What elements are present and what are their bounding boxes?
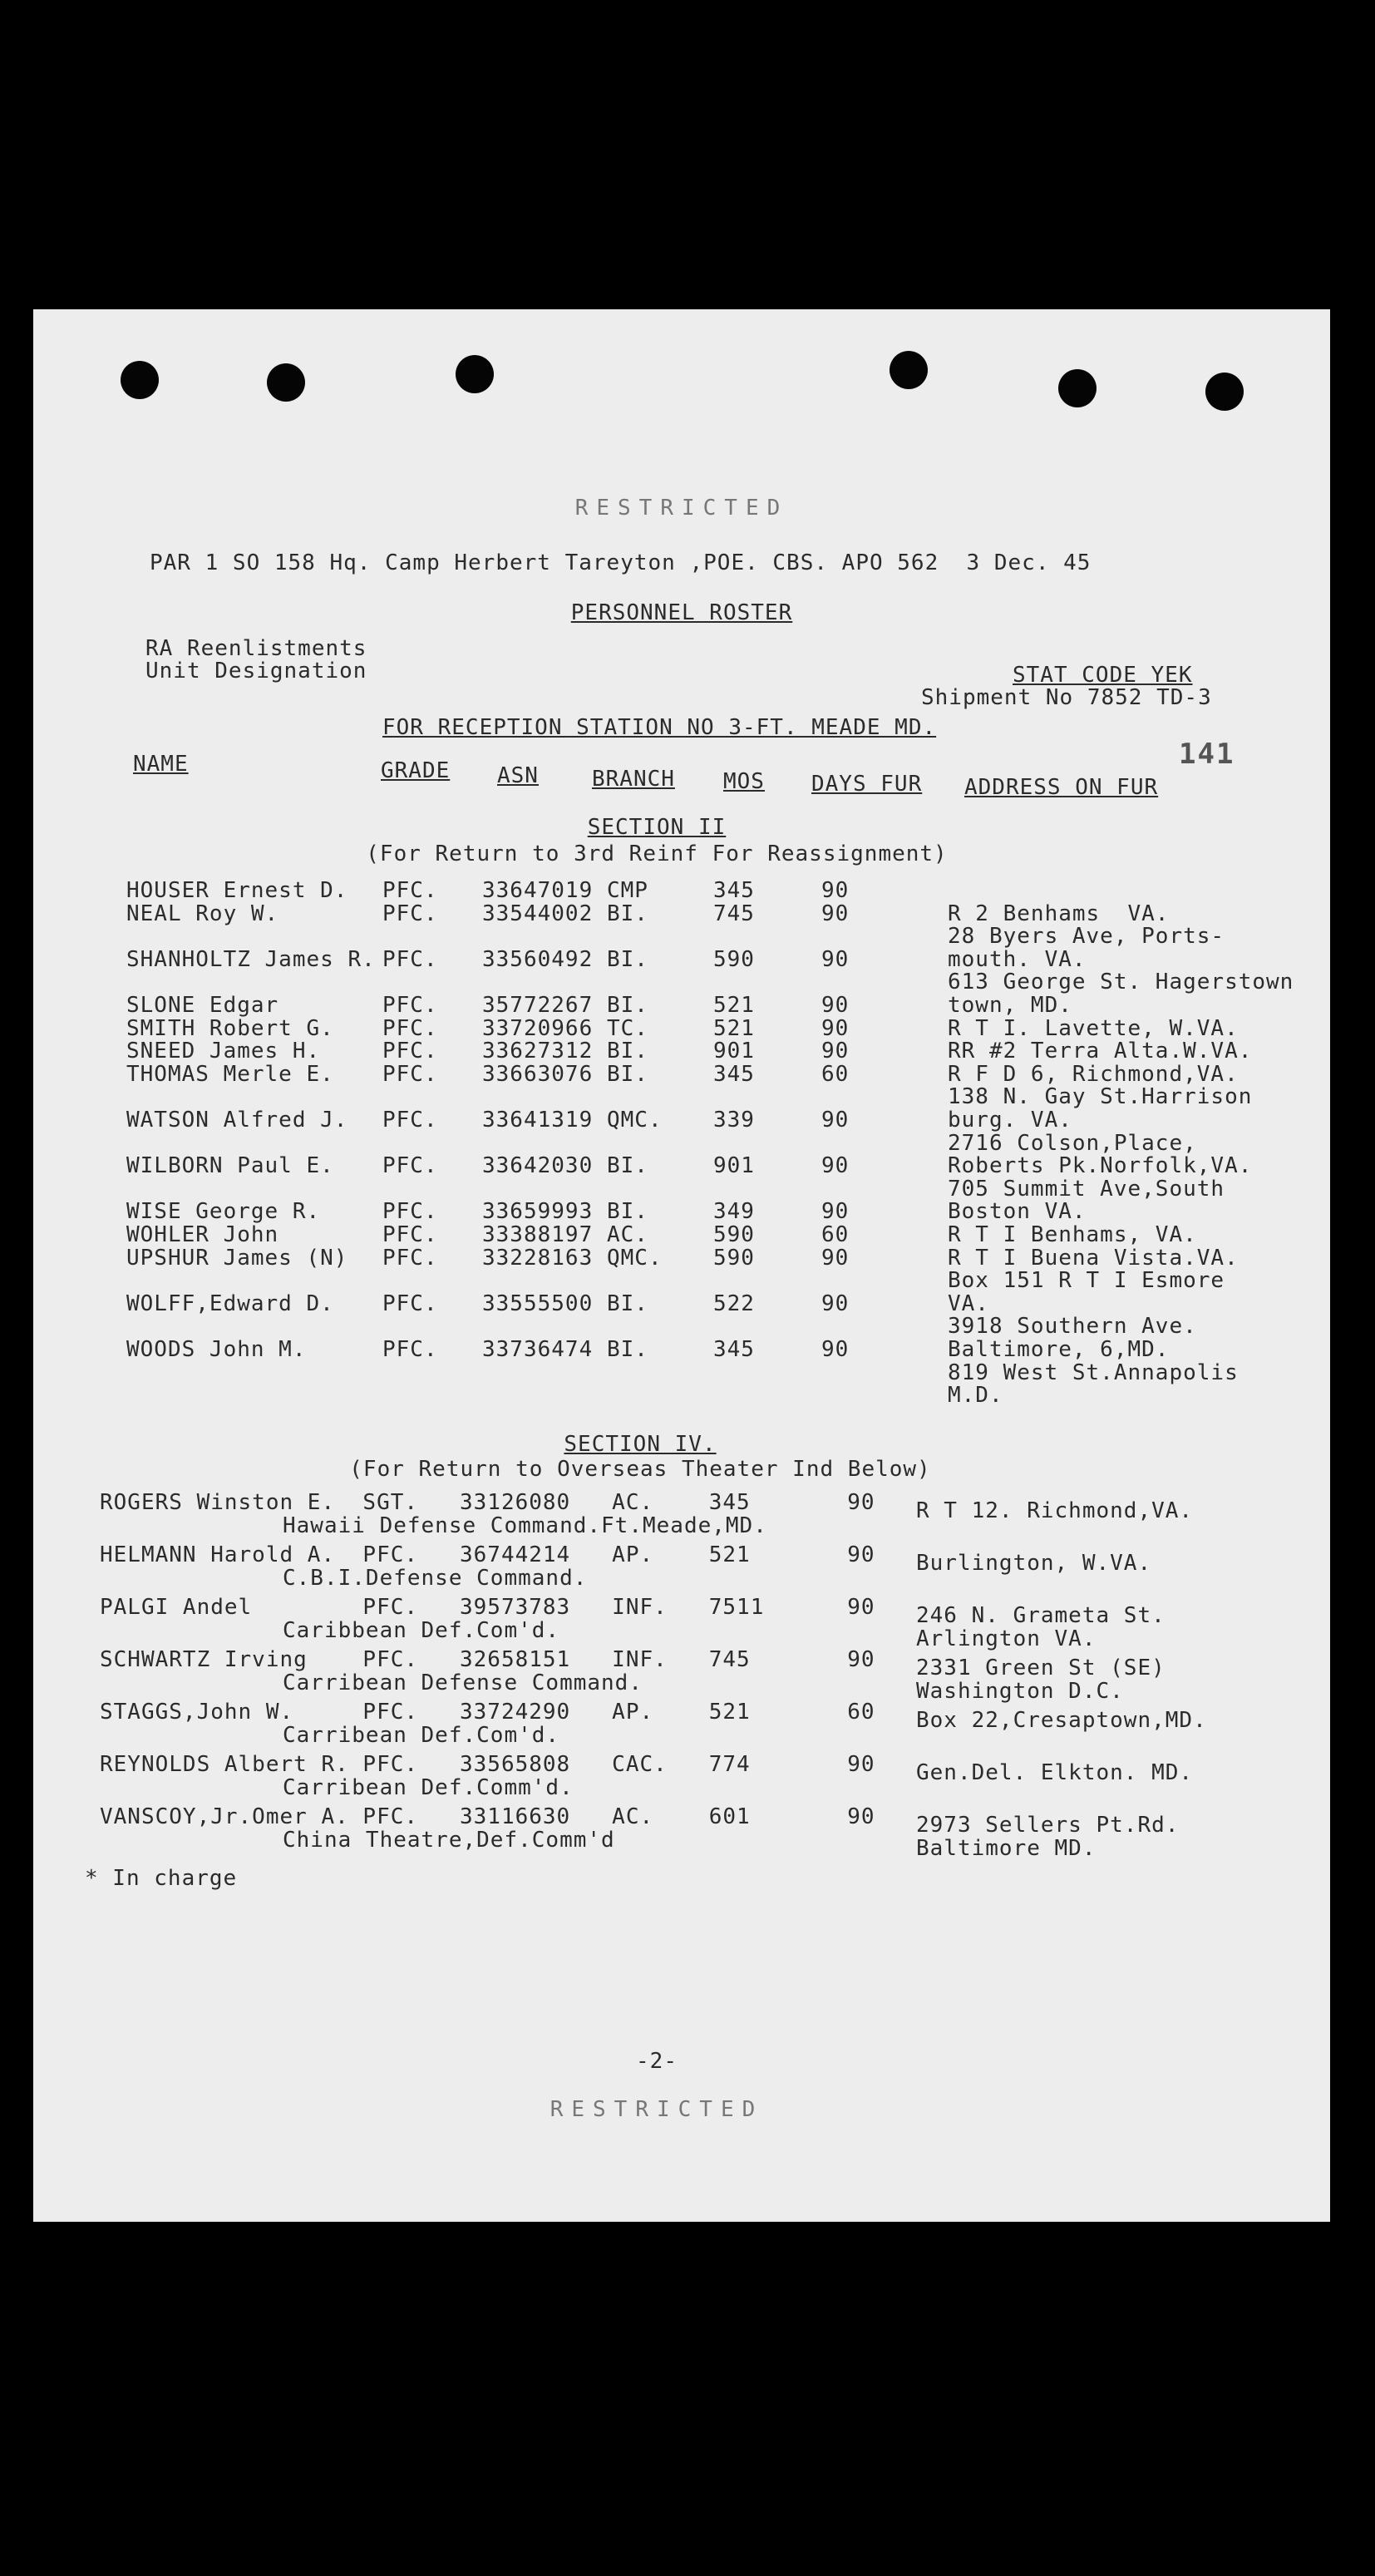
roster-addr-cell: town, MD.: [948, 993, 1072, 1018]
roster-grade-cell: PFC.: [382, 1222, 438, 1247]
unit-line-1: RA Reenlistments: [145, 636, 367, 661]
roster-mos-cell: 901: [713, 1039, 755, 1064]
roster-grade-cell: PFC.: [382, 901, 438, 926]
page-stamp: 141: [1179, 738, 1235, 771]
roster-mos-cell: 349: [713, 1199, 755, 1225]
roster-name-cell: WISE George R.: [126, 1199, 321, 1225]
roster-mos-cell: 901: [713, 1153, 755, 1179]
roster-name-cell: HOUSER Ernest D.: [126, 878, 348, 903]
punch-hole: [1205, 373, 1244, 411]
roster-name-cell: WOHLER John: [126, 1222, 279, 1247]
punch-hole: [890, 351, 928, 389]
roster-days-cell: 90: [821, 1245, 850, 1271]
col-mos: MOS: [723, 769, 765, 794]
roster-branch-cell: BI.: [607, 993, 648, 1018]
punch-hole: [1058, 369, 1097, 407]
col-name: NAME: [133, 752, 189, 777]
roster-mos-cell: 339: [713, 1108, 755, 1133]
restricted-header: RESTRICTED: [574, 496, 789, 521]
roster-name-cell: NEAL Roy W.: [126, 901, 279, 926]
roster-days-cell: 90: [821, 1108, 850, 1133]
roster-addr-cell: VA.: [948, 1290, 989, 1316]
roster-asn-cell: 33663076: [482, 1061, 594, 1087]
roster-asn-cell: 33736474: [482, 1337, 594, 1362]
overseas-roster-line: ROGERS Winston E. SGT. 33126080 AC. 345 90: [100, 1490, 875, 1515]
overseas-address-line: Arlington VA.: [916, 1626, 1097, 1651]
roster-asn-cell: 33720966: [482, 1015, 594, 1041]
overseas-command-line: Carribean Def.Com'd.: [283, 1723, 560, 1748]
punch-hole: [121, 361, 159, 399]
roster-addr-cell: M.D.: [948, 1383, 1003, 1409]
roster-grade-cell: PFC.: [382, 1337, 438, 1362]
roster-branch-cell: BI.: [607, 1290, 648, 1316]
overseas-address-line: Baltimore MD.: [916, 1836, 1097, 1861]
roster-days-cell: 90: [821, 1337, 850, 1362]
roster-mos-cell: 590: [713, 1245, 755, 1271]
roster-addr-cell: R T I Benhams, VA.: [948, 1222, 1197, 1247]
col-asn: ASN: [497, 763, 539, 788]
section-4-title: SECTION IV.: [564, 1432, 717, 1457]
roster-addr-cell: R T I. Lavette, W.VA.: [948, 1015, 1239, 1041]
roster-grade-cell: PFC.: [382, 1061, 438, 1087]
roster-addr-cell: Baltimore, 6,MD.: [948, 1337, 1170, 1362]
roster-mos-cell: 590: [713, 1222, 755, 1247]
col-days: DAYS FUR: [811, 772, 923, 797]
section-2-subtitle: (For Return to 3rd Reinf For Reassignment): [366, 841, 948, 866]
overseas-command-line: Caribbean Def.Com'd.: [283, 1618, 560, 1643]
roster-mos-cell: 590: [713, 946, 755, 972]
roster-mos-cell: 521: [713, 993, 755, 1018]
roster-addr-cell: burg. VA.: [948, 1108, 1072, 1133]
section-2-title: SECTION II: [587, 815, 727, 840]
punch-hole: [456, 355, 494, 393]
roster-mos-cell: 345: [713, 1061, 755, 1087]
overseas-address-line: Box 22,Cresaptown,MD.: [916, 1708, 1207, 1733]
roster-addr-cell: 613 George St. Hagerstown: [948, 970, 1294, 995]
unit-line-2: Unit Designation: [145, 659, 367, 683]
page-number: -2-: [636, 2049, 678, 2074]
overseas-address-line: Washington D.C.: [916, 1679, 1124, 1704]
roster-days-cell: 90: [821, 878, 850, 903]
roster-asn-cell: 35772267: [482, 993, 594, 1018]
overseas-command-line: China Theatre,Def.Comm'd: [283, 1828, 615, 1853]
roster-branch-cell: BI.: [607, 901, 648, 926]
overseas-roster-line: SCHWARTZ Irving PFC. 32658151 INF. 745 90: [100, 1647, 875, 1672]
roster-days-cell: 90: [821, 901, 850, 926]
punch-hole: [267, 363, 305, 402]
roster-name-cell: WILBORN Paul E.: [126, 1153, 334, 1179]
roster-addr-cell: 819 West St.Annapolis: [948, 1360, 1239, 1385]
roster-days-cell: 90: [821, 1199, 850, 1225]
roster-mos-cell: 345: [713, 878, 755, 903]
roster-asn-cell: 33228163: [482, 1245, 594, 1271]
overseas-roster-line: PALGI Andel PFC. 39573783 INF. 7511 90: [100, 1595, 875, 1620]
shipment-number: Shipment No 7852 TD-3: [921, 685, 1212, 710]
stat-code: STAT CODE YEK: [1013, 663, 1193, 688]
roster-addr-cell: 3918 Southern Ave.: [948, 1314, 1197, 1340]
roster-branch-cell: QMC.: [607, 1245, 663, 1271]
roster-mos-cell: 345: [713, 1337, 755, 1362]
roster-grade-cell: PFC.: [382, 1245, 438, 1271]
roster-days-cell: 90: [821, 1290, 850, 1316]
roster-branch-cell: AC.: [607, 1222, 648, 1247]
overseas-address-line: Gen.Del. Elkton. MD.: [916, 1760, 1194, 1785]
roster-branch-cell: BI.: [607, 946, 648, 972]
col-address: ADDRESS ON FUR: [964, 775, 1159, 800]
footnote: * In charge: [85, 1866, 238, 1891]
roster-name-cell: SNEED James H.: [126, 1039, 321, 1064]
overseas-roster-line: HELMANN Harold A. PFC. 36744214 AP. 521 90: [100, 1542, 875, 1567]
roster-days-cell: 90: [821, 1015, 850, 1041]
roster-asn-cell: 33642030: [482, 1153, 594, 1179]
roster-addr-cell: RR #2 Terra Alta.W.VA.: [948, 1039, 1253, 1064]
roster-branch-cell: BI.: [607, 1199, 648, 1225]
roster-days-cell: 60: [821, 1061, 850, 1087]
roster-addr-cell: 705 Summit Ave,South: [948, 1176, 1225, 1202]
roster-name-cell: WOLFF,Edward D.: [126, 1290, 334, 1316]
overseas-command-line: Carribean Def.Comm'd.: [283, 1775, 574, 1800]
roster-addr-cell: 2716 Colson,Place,: [948, 1130, 1197, 1156]
roster-name-cell: UPSHUR James (N): [126, 1245, 348, 1271]
overseas-command-line: C.B.I.Defense Command.: [283, 1566, 588, 1591]
roster-branch-cell: CMP: [607, 878, 648, 903]
roster-grade-cell: PFC.: [382, 1039, 438, 1064]
roster-grade-cell: PFC.: [382, 878, 438, 903]
roster-name-cell: THOMAS Merle E.: [126, 1061, 334, 1087]
overseas-roster-line: REYNOLDS Albert R. PFC. 33565808 CAC. 774 90: [100, 1752, 875, 1777]
roster-mos-cell: 745: [713, 901, 755, 926]
roster-asn-cell: 33560492: [482, 946, 594, 972]
roster-name-cell: WATSON Alfred J.: [126, 1108, 348, 1133]
roster-addr-cell: Box 151 R T I Esmore: [948, 1268, 1225, 1294]
roster-addr-cell: 138 N. Gay St.Harrison: [948, 1084, 1253, 1110]
roster-grade-cell: PFC.: [382, 1153, 438, 1179]
document-page: [33, 309, 1330, 2222]
roster-name-cell: WOODS John M.: [126, 1337, 307, 1362]
roster-asn-cell: 33555500: [482, 1290, 594, 1316]
roster-grade-cell: PFC.: [382, 1199, 438, 1225]
roster-days-cell: 90: [821, 1153, 850, 1179]
roster-branch-cell: TC.: [607, 1015, 648, 1041]
page-title: PERSONNEL ROSTER: [570, 600, 793, 625]
roster-addr-cell: Boston VA.: [948, 1199, 1087, 1225]
roster-name-cell: SMITH Robert G.: [126, 1015, 334, 1041]
order-line: PAR 1 SO 158 Hq. Camp Herbert Tareyton ,POE. CBS. APO 562 3 Dec. 45: [150, 550, 1092, 575]
roster-days-cell: 90: [821, 1039, 850, 1064]
col-grade: GRADE: [381, 758, 451, 783]
overseas-roster-line: VANSCOY,Jr.Omer A. PFC. 33116630 AC. 601 90: [100, 1804, 875, 1829]
roster-branch-cell: BI.: [607, 1039, 648, 1064]
col-branch: BRANCH: [592, 767, 675, 792]
roster-asn-cell: 33544002: [482, 901, 594, 926]
roster-asn-cell: 33388197: [482, 1222, 594, 1247]
roster-addr-cell: Roberts Pk.Norfolk,VA.: [948, 1153, 1253, 1179]
roster-addr-cell: R 2 Benhams VA.: [948, 901, 1170, 926]
roster-days-cell: 90: [821, 946, 850, 972]
roster-grade-cell: PFC.: [382, 993, 438, 1018]
roster-addr-cell: R F D 6, Richmond,VA.: [948, 1061, 1239, 1087]
roster-name-cell: SLONE Edgar: [126, 993, 279, 1018]
roster-grade-cell: PFC.: [382, 1290, 438, 1316]
reception-station: FOR RECEPTION STATION NO 3-FT. MEADE MD.: [382, 715, 937, 740]
roster-grade-cell: PFC.: [382, 946, 438, 972]
overseas-address-line: 2973 Sellers Pt.Rd.: [916, 1813, 1180, 1838]
roster-asn-cell: 33647019: [482, 878, 594, 903]
roster-addr-cell: mouth. VA.: [948, 946, 1087, 972]
overseas-address-line: 246 N. Grameta St.: [916, 1603, 1166, 1628]
roster-asn-cell: 33627312: [482, 1039, 594, 1064]
roster-mos-cell: 521: [713, 1015, 755, 1041]
roster-name-cell: SHANHOLTZ James R.: [126, 946, 376, 972]
overseas-command-line: Hawaii Defense Command.Ft.Meade,MD.: [283, 1513, 767, 1538]
roster-branch-cell: BI.: [607, 1061, 648, 1087]
roster-days-cell: 60: [821, 1222, 850, 1247]
section-4-subtitle: (For Return to Overseas Theater Ind Below): [349, 1457, 931, 1482]
roster-branch-cell: BI.: [607, 1337, 648, 1362]
roster-days-cell: 90: [821, 993, 850, 1018]
roster-branch-cell: QMC.: [607, 1108, 663, 1133]
roster-asn-cell: 33659993: [482, 1199, 594, 1225]
roster-addr-cell: 28 Byers Ave, Ports-: [948, 924, 1225, 950]
overseas-address-line: R T 12. Richmond,VA.: [916, 1498, 1194, 1523]
overseas-command-line: Carribean Defense Command.: [283, 1670, 643, 1695]
roster-mos-cell: 522: [713, 1290, 755, 1316]
overseas-roster-line: STAGGS,John W. PFC. 33724290 AP. 521 60: [100, 1700, 875, 1725]
roster-grade-cell: PFC.: [382, 1015, 438, 1041]
overseas-address-line: Burlington, W.VA.: [916, 1551, 1152, 1576]
restricted-footer: RESTRICTED: [550, 2097, 764, 2122]
overseas-address-line: 2331 Green St (SE): [916, 1656, 1166, 1680]
roster-grade-cell: PFC.: [382, 1108, 438, 1133]
roster-branch-cell: BI.: [607, 1153, 648, 1179]
roster-addr-cell: R T I Buena Vista.VA.: [948, 1245, 1239, 1271]
roster-asn-cell: 33641319: [482, 1108, 594, 1133]
